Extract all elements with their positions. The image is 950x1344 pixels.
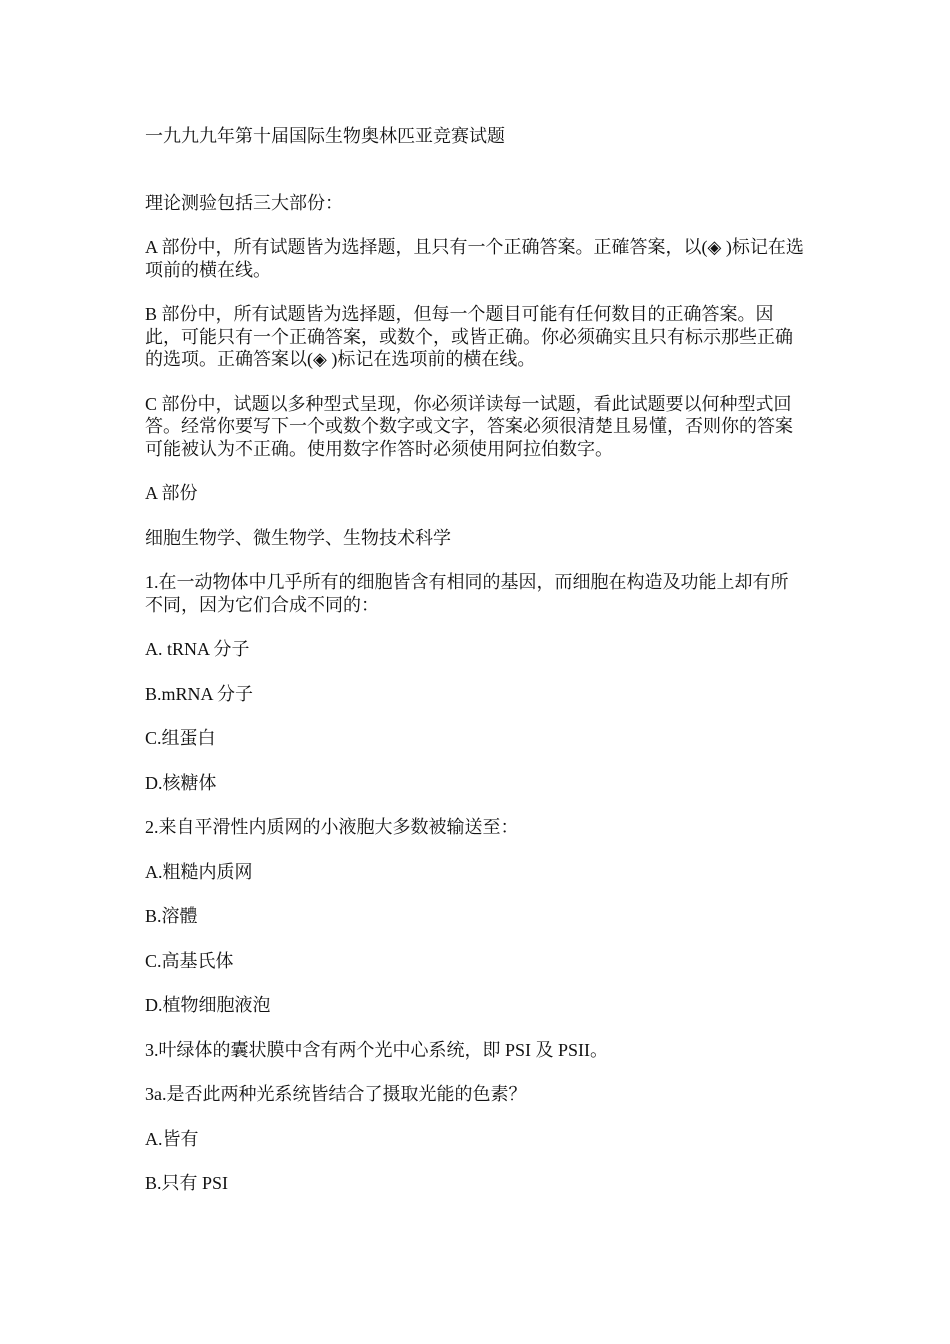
question-2-option-a: A.粗糙内质网 <box>145 861 253 882</box>
question-1-option-d: D.核糖体 <box>145 772 217 793</box>
document-page <box>145 125 805 1217</box>
question-1-stem: 1.在一动物体中几乎所有的细胞皆含有相同的基因，而细胞在构造及功能上却有所不同，因为它们合成不同的： <box>145 572 789 615</box>
question-1-option-a: A. tRNA 分子 <box>145 639 250 659</box>
question-2-stem: 2.来自平滑性内质网的小液胞大多数被输送至： <box>145 817 519 837</box>
section-heading: A 部份 <box>145 483 198 503</box>
part-a-description: A 部份中，所有试题皆为选择题，且只有一个正确答案。正確答案，以(◈ )标记在选项前的横在线。 <box>145 237 804 280</box>
question-2-option-c: C.高基氏体 <box>145 950 234 971</box>
part-c-description: C 部份中，试题以多种型式呈现，你必须详读每一试题，看此试题要以何种型式回答。经常你要写下一个或数个数字或文字，答案必须很清楚且易懂，否则你的答案可能被认为不正确。使用数字作答时必须使用阿拉伯数字。 <box>145 393 793 459</box>
question-3a-option-b: B.只有 PSI <box>145 1173 229 1193</box>
question-1-option-b: B.mRNA 分子 <box>145 683 254 704</box>
intro-text: 理论测验包括三大部份： <box>145 192 343 213</box>
question-2-option-d: D.植物细胞液泡 <box>145 995 271 1015</box>
question-2-option-b: B.溶體 <box>145 906 198 926</box>
question-3a-stem: 3a.是否此两种光系统皆结合了摄取光能的色素？ <box>145 1084 527 1104</box>
question-3-stem: 3.叶绿体的囊状膜中含有两个光中心系统，即 PSI 及 PSII。 <box>145 1039 609 1060</box>
question-1-option-c: C.组蛋白 <box>145 728 216 748</box>
document-title: 一九九九年第十届国际生物奥林匹亚竞赛试题 <box>145 126 505 146</box>
subject-heading: 细胞生物学、微生物学、生物技术科学 <box>145 527 451 548</box>
part-b-description: B 部份中，所有试题皆为选择题，但每一个题目可能有任何数目的正确答案。因此，可能只有一个正确答案，或数个，或皆正确。你必须确实且只有标示那些正确的选项。正确答案以(◈ )标记在选项前的横在线。 <box>145 304 793 369</box>
question-3a-option-a: A.皆有 <box>145 1128 199 1149</box>
